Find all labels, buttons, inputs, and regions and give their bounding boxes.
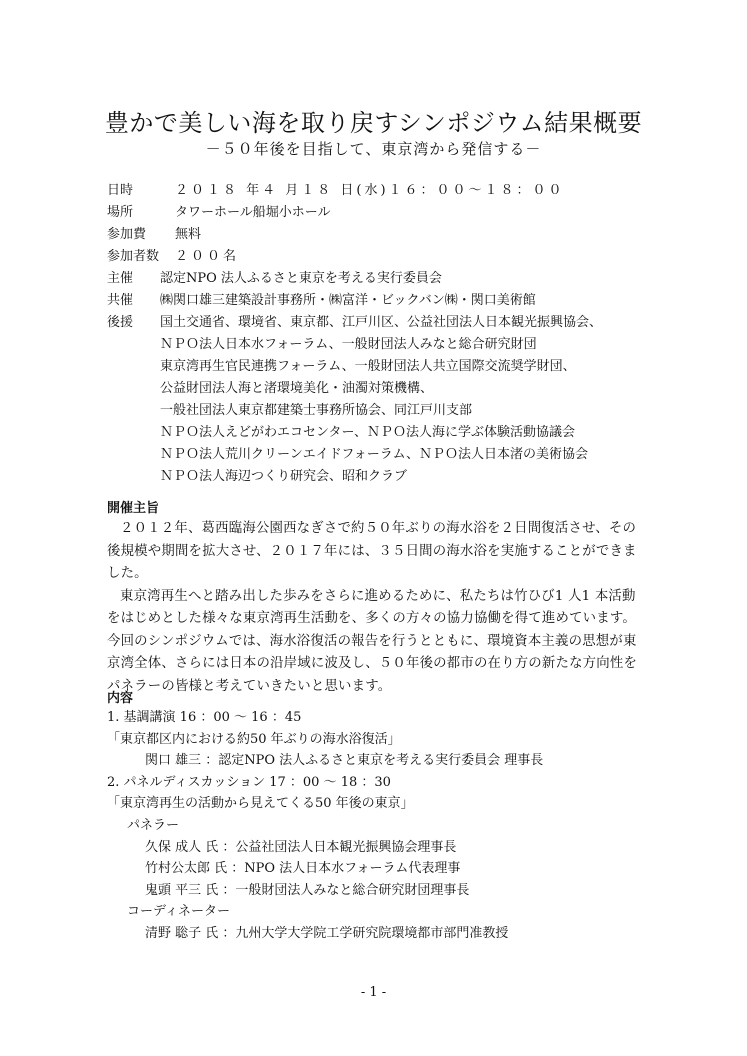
info-row-place (107, 202, 602, 224)
purpose-body (107, 518, 641, 698)
program-item-1-speaker: 関口 雄三 ：認定NPO 法人ふるさと東京を考える実行委員会 理事長 (145, 753, 544, 769)
date-value: ２０１８ 年４ 月１８ 日(水)１６：００～１８：００ (175, 183, 565, 198)
page-subtitle: －５０年後を目指して、東京湾から発信する－ (205, 140, 542, 158)
participants-label: 参加者数 (107, 249, 160, 264)
panelist: 鬼頭 平三 氏 ：一般財団法人みなと総合研究財団理事長 (145, 882, 470, 898)
support-line: 国土交通省、環境省、東京都、江戸川区、公益社団法人日本観光振興協会、 (160, 315, 603, 330)
info-row-organizer (107, 268, 602, 290)
program-item-1-title: 「東京都区内における約50 年ぶりの海水浴復活」 (107, 731, 401, 747)
page-number: - 1 - (360, 985, 387, 1000)
cohost-label: 共催 (107, 293, 134, 308)
coordinator: 清野 聡子 氏 ：九州大学大学院工学研究院環境都市部門准教授 (145, 925, 509, 941)
program-content (107, 707, 543, 945)
fee-label: 参加費 (107, 227, 147, 242)
organizer-label: 主催 (107, 271, 134, 286)
purpose-heading: 開催主旨 (107, 501, 160, 516)
support-line: ＮＰＯ法人日本水フォーラム、一般財団法人みなと総合研究財団 (160, 337, 537, 352)
participants-value: ２００名 (175, 249, 240, 264)
support-list (160, 312, 602, 334)
program-item-1: 1. 基調講演 16 ：00 ～ 16 ：45 (107, 710, 302, 725)
program-item-2: 2. パネルディスカッション 17 ：00 ～ 18 ：30 (107, 774, 391, 790)
support-line: 公益財団法人海と渚環境美化・油濁対策機構、 (160, 381, 434, 396)
place-value: タワーホール船堀小ホール (175, 205, 331, 220)
event-info (107, 180, 602, 488)
support-line: ＮＰＯ法人海辺つくり研究会、昭和クラブ (160, 469, 408, 484)
info-row-support (107, 312, 602, 334)
content-heading: 内容 (107, 691, 134, 706)
info-row-participants (107, 246, 602, 268)
fee-value: 無料 (175, 227, 202, 242)
purpose-paragraph-1: ２０１２年、葛西臨海公園西なぎさで約５０年ぶりの海水浴を２日間復活させ、その後規模や期間を拡大させ、２０１７年には、３５日間の海水浴を実施することができました。 (107, 521, 637, 581)
date-label: 日時 (107, 183, 134, 198)
organizer-value: 認定NPO 法人ふるさと東京を考える実行委員会 (160, 271, 442, 286)
cohost-value: ㈱関口雄三建築設計事務所・㈱富洋・ビックバン㈱・関口美術館 (160, 293, 536, 308)
program-item-2-title: 「東京湾再生の活動から見えてくる50 年後の東京」 (107, 796, 414, 812)
support-line: ＮＰＯ法人荒川クリーンエイドフォーラム、ＮＰＯ法人日本渚の美術協会 (160, 447, 588, 462)
support-line: 一般社団法人東京都建築士事務所協会、同江戸川支部 (160, 403, 473, 418)
panelist: 久保 成人 氏 ：公益社団法人日本観光振興協会理事長 (145, 839, 457, 855)
place-label: 場所 (107, 205, 134, 220)
panelist: 竹村公太郎 氏 ：NPO 法人日本水フォーラム代表理事 (145, 861, 461, 877)
support-line: 東京湾再生官民連携フォーラム、一般財団法人共立国際交流奨学財団、 (160, 359, 576, 374)
support-label: 後援 (107, 315, 134, 330)
support-line: ＮＰＯ法人えどがわエコセンター、ＮＰＯ法人海に学ぶ体験活動協議会 (160, 425, 575, 440)
info-row-date (107, 180, 602, 202)
panelists-label: パネラー (127, 817, 180, 833)
info-row-cohost (107, 290, 602, 312)
support-list-continued (107, 334, 602, 488)
page-title: 豊かで美しい海を取り戻すシンポジウム結果概要 (104, 109, 643, 137)
purpose-paragraph-2: 東京湾再生へと踏み出した歩みをさらに進めるために、私たちは竹ひび1 人1 本活動をはじめとした様々な東京湾再生活動を、多くの方々の協力協働を得て進めています。今回のシンポジウムでは、海水浴復活の報告を行うとともに、環境資本主義の思想が東京湾全体、さらには日本の沿岸域に波及し、５０年後の都市の在り方の新たな方向性をパネラーの皆様と考えていきたいと思います。 (107, 588, 638, 694)
info-row-fee (107, 224, 602, 246)
coordinator-label: コーディネーター (127, 904, 230, 920)
